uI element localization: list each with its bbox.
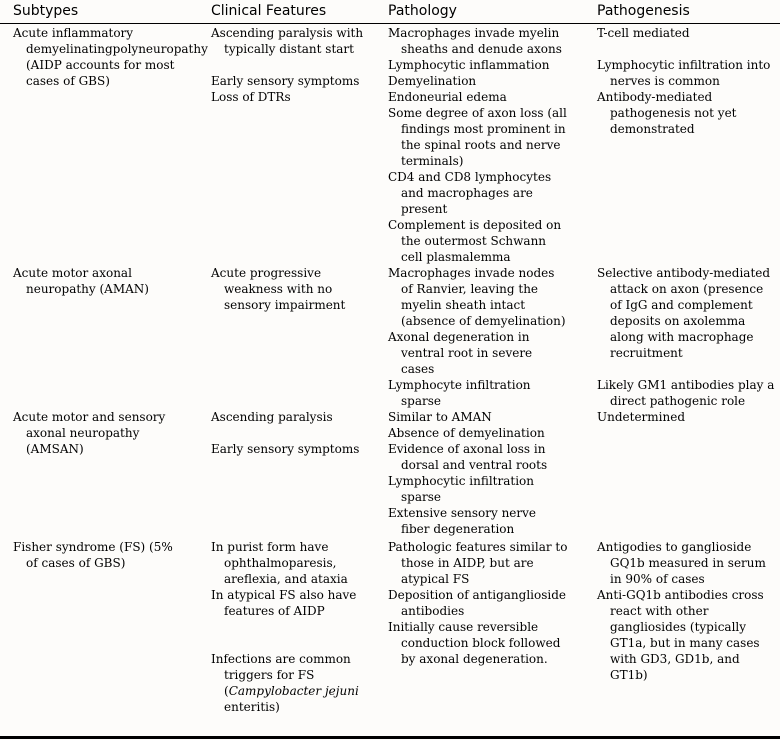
organism-name: Campylobacter jejuni xyxy=(228,684,359,698)
cell-subtype xyxy=(13,409,188,457)
cell-subtype xyxy=(13,265,188,297)
spacer xyxy=(211,619,371,635)
text-line: Ascending paralysis with typically distant start xyxy=(211,26,364,56)
text-line: Acute inflammatory demyelinatingpolyneuropathy (AIDP accounts for most cases of GBS) xyxy=(13,26,208,88)
cell-clinical xyxy=(211,265,371,313)
cell-subtype xyxy=(13,539,188,571)
text-line: Axonal degeneration in ventral root in severe cases xyxy=(388,330,533,376)
text-line: Likely GM1 antibodies play a direct pathogenic role xyxy=(597,378,775,408)
cell-pathogenesis xyxy=(597,409,775,425)
text-line: Lymphocytic infiltration sparse xyxy=(388,474,534,504)
text-line: Endoneurial edema xyxy=(388,90,507,104)
text-line: Acute progressive weakness with no sensory impairment xyxy=(211,266,346,312)
header-rule xyxy=(0,23,780,24)
header-subtypes: Subtypes xyxy=(13,3,79,19)
text-line: Macrophages invade nodes of Ranvier, leaving the myelin sheath intact (absence of demyelination) xyxy=(388,266,566,328)
cell-pathogenesis xyxy=(597,265,775,409)
text-line: Pathologic features similar to those in AIDP, but are atypical FS xyxy=(388,540,568,586)
text-line: Anti-GQ1b antibodies cross react with other gangliosides (typically GT1a, but in many cases with GD3, GD1b, and GT1b) xyxy=(597,588,764,682)
text-line: CD4 and CD8 lymphocytes and macrophages are present xyxy=(388,170,552,216)
cell-pathology xyxy=(388,409,568,537)
text-fragment: enteritis) xyxy=(224,700,280,714)
cell-clinical xyxy=(211,409,371,457)
text-line: Lymphocytic infiltration into nerves is common xyxy=(597,58,771,88)
table-bottom-rule xyxy=(0,736,780,739)
text-line: Antibody-mediated pathogenesis not yet demonstrated xyxy=(597,90,737,136)
text-line: T-cell mediated xyxy=(597,26,690,40)
header-pathogenesis: Pathogenesis xyxy=(597,3,690,19)
cell-pathology xyxy=(388,265,568,409)
cell-pathogenesis xyxy=(597,539,775,683)
text-line: Undetermined xyxy=(597,410,686,424)
text-line: Similar to AMAN xyxy=(388,410,492,424)
text-line: In purist form have ophthalmoparesis, areflexia, and ataxia xyxy=(211,540,348,586)
text-line: Lymphocyte infiltration sparse xyxy=(388,378,531,408)
text-line: Extensive sensory nerve fiber degeneration xyxy=(388,506,537,536)
cell-pathology xyxy=(388,539,568,667)
text-line: Lymphocytic inflammation xyxy=(388,58,550,72)
text-line: Demyelination xyxy=(388,74,477,88)
spacer xyxy=(211,57,371,73)
spacer xyxy=(597,41,775,57)
text-line: Absence of demyelination xyxy=(388,426,545,440)
spacer xyxy=(597,361,775,377)
text-line: Selective antibody-mediated attack on axon (presence of IgG and complement deposits on axolemma along with macrophage recruitment xyxy=(597,266,771,360)
header-clinical-features: Clinical Features xyxy=(211,3,327,19)
text-line: Some degree of axon loss (all findings most prominent in the spinal roots and nerve terminals) xyxy=(388,106,567,168)
text-line xyxy=(211,651,371,715)
table-header-row xyxy=(0,0,780,24)
text-line: Antigodies to ganglioside GQ1b measured in serum in 90% of cases xyxy=(597,540,766,586)
cell-subtype xyxy=(13,25,208,89)
text-line: Loss of DTRs xyxy=(211,90,291,104)
cell-clinical xyxy=(211,539,371,715)
text-line: Macrophages invade myelin sheaths and denude axons xyxy=(388,26,562,56)
text-line: Complement is deposited on the outermost Schwann cell plasmalemma xyxy=(388,218,562,264)
spacer xyxy=(211,425,371,441)
text-line: Fisher syndrome (FS) (5% of cases of GBS) xyxy=(13,540,173,570)
cell-pathology xyxy=(388,25,568,265)
header-pathology: Pathology xyxy=(388,3,457,19)
text-line: In atypical FS also have features of AIDP xyxy=(211,588,357,618)
text-line: Evidence of axonal loss in dorsal and ventral roots xyxy=(388,442,548,472)
spacer xyxy=(211,635,371,651)
text-line: Deposition of antiganglioside antibodies xyxy=(388,588,567,618)
text-line: Ascending paralysis xyxy=(211,410,333,424)
text-line: Acute motor and sensory axonal neuropathy (AMSAN) xyxy=(13,410,166,456)
text-line: Early sensory symptoms xyxy=(211,442,360,456)
text-line: Early sensory symptoms xyxy=(211,74,360,88)
text-fragment: Infections are common triggers for FS xyxy=(211,652,351,682)
cell-pathogenesis xyxy=(597,25,775,137)
text-line: Initially cause reversible conduction block followed by axonal degeneration. xyxy=(388,620,561,666)
text-line: Acute motor axonal neuropathy (AMAN) xyxy=(13,266,149,296)
text-fragment: ( xyxy=(224,684,229,698)
cell-clinical xyxy=(211,25,371,105)
